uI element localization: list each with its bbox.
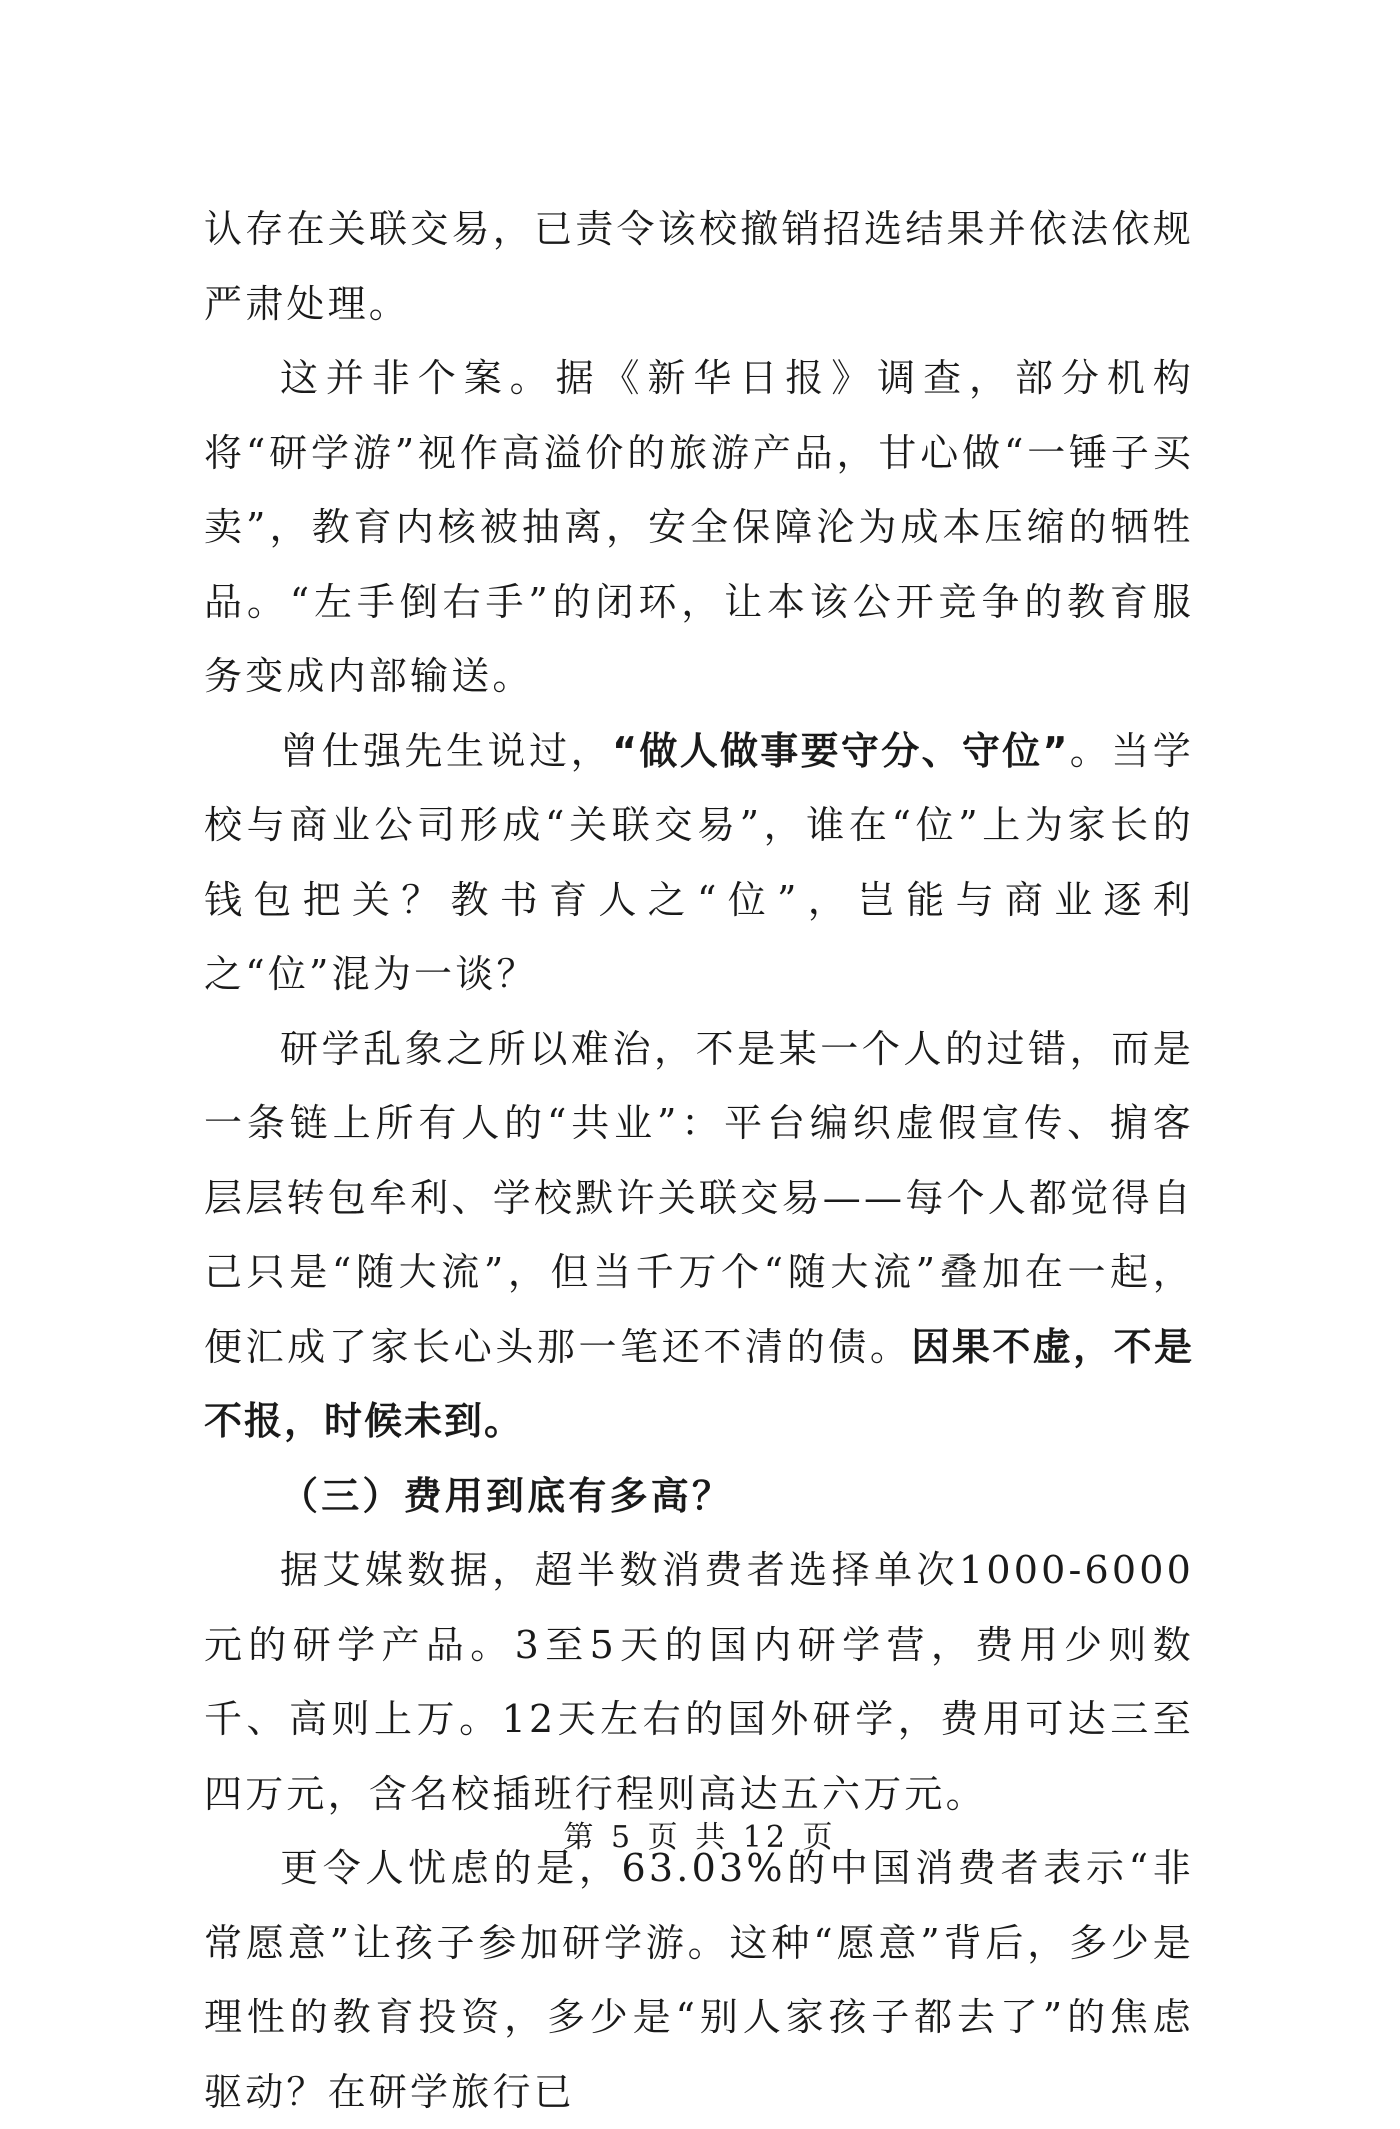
footer-middle: 页 共 — [647, 1820, 730, 1855]
paragraph-willingness — [204, 1831, 1194, 2129]
paragraph-case — [204, 341, 1194, 714]
paragraph-quote — [204, 714, 1194, 1012]
page-footer — [0, 1812, 1400, 1856]
paragraph-chain — [204, 1012, 1194, 1459]
paragraph-text: 认存在关联交易，已责令该校撤销招选结果并依法依规严肃处理。 — [204, 207, 1194, 326]
paragraph-text: 这并非个案。据《新华日报》调查，部分机构将“研学游”视作高溢价的旅游产品，甘心做“一锤子买卖”，教育内核被抽离，安全保障沦为成本压缩的牺牲品。“左手倒右手”的闭环，让本该公开竞争的教育服务变成内部输送。 — [204, 356, 1194, 698]
paragraph-text: 更令人忧虑的是，63.03%的中国消费者表示“非常愿意”让孩子参加研学游。这种“愿意”背后，多少是理性的教育投资，多少是“别人家孩子都去了”的焦虑驱动？在研学旅行已 — [204, 1846, 1194, 2114]
paragraph-text: 据艾媒数据，超半数消费者选择单次1000-6000元的研学产品。3至5天的国内研学营，费用少则数千、高则上万。12天左右的国外研学，费用可达三至四万元，含名校插班行程则高达五六万元。 — [204, 1548, 1194, 1816]
footer-current-page: 5 — [611, 1820, 635, 1855]
paragraph-text: 曾仕强先生说过， — [280, 728, 613, 773]
footer-total-pages: 12 — [742, 1820, 789, 1855]
footer-prefix: 第 — [563, 1820, 598, 1855]
paragraph-text: 。当学校与商业公司形成“关联交易”，谁在“位”上为家长的钱包把关？教书育人之“位”，岂能与商业逐利之“位”混为一谈？ — [204, 728, 1195, 996]
bold-quote: “做人做事要守分、守位” — [612, 728, 1070, 773]
bold-emphasis: 因果不虚，不是不报，时候未到。 — [204, 1324, 1194, 1443]
section-heading: （三）费用到底有多高？ — [280, 1472, 734, 1518]
paragraph-costs — [204, 1533, 1194, 1831]
paragraph-text: 研学乱象之所以难治，不是某一个人的过错，而是一条链上所有人的“共业”：平台编织虚假宣传、掮客层层转包牟利、学校默许关联交易——每个人都觉得自己只是“随大流”，但当千万个“随大流”叠加在一起，便汇成了家长心头那一笔还不清的债。 — [204, 1026, 1194, 1369]
footer-suffix: 页 — [802, 1820, 837, 1855]
paragraph-continuation — [204, 192, 1194, 341]
